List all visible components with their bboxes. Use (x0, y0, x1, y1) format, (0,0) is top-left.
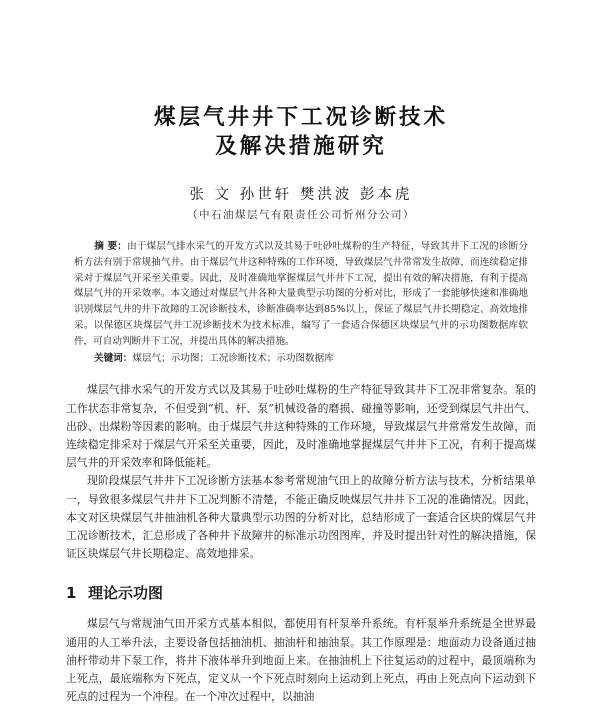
abstract-label: 摘 要： (94, 241, 128, 252)
intro-paragraph: 煤层气排水采气的开发方式以及其易于吐砂吐煤粉的生产特征导致其井下工况非常复杂。泵的工作状态非常复杂，不但受到“机、杆、泵”机械设备的磨损、碰撞等影响，还受到煤层气井出气、出砂、出煤粉等因素的影响。由于煤层气井这种特殊的工作环境，导致煤层气井常常发生故障，而连续稳定排采对于煤层气开采至关重要，因此，及时准确地掌握煤层气井井下工况，有利于提高煤层气井的开采效率和降低能耗。 (66, 383, 536, 470)
author-list: 张 文 孙世轩 樊洪波 彭本虎 (189, 187, 413, 203)
affiliation: （中石油煤层气有限责任公司忻州分公司） (187, 209, 415, 221)
keywords-text: 煤层气；示功图；工况诊断技术；示功图数据库 (132, 352, 334, 364)
paper-title-line-1: 煤层气井井下工况诊断技术 (153, 105, 448, 130)
paper-title-line-2: 及解决措施研究 (215, 134, 387, 159)
section-paragraph: 煤层气与常规油气田开采方式基本相似，都使用有杆泵举升系统。有杆泵举升系统是全世界最通用的人工举升法，主要设备包括抽油机、抽油杆和抽油泵。其工作原理是：地面动力设备通过抽油杆带动井下泵工作，将井下液体举升到地面上来。在抽油机上下往复运动的过程中，最顶端称为上死点，最底端称为下死点，定义从一个下死点时刻向上运动到上死点，再由上死点向下运动到下死点的过程为一个冲程。在一个冲次过程中，以抽油 (66, 617, 536, 704)
keywords (74, 351, 528, 367)
intro-paragraph: 现阶段煤层气井井下工况诊断方法基本参考常规油气田上的故障分析方法与技术，分析结果单一，导致很多煤层气井井下工况判断不清楚，不能正确反映煤层气井井下工况的准确情况。因此，本文对区块煤层气井抽油机各种大量典型示功图的分析对比，总结形成了一套适合区块的煤层气井工况诊断技术，汇总形成了各种井下故障井的标准示功图图库，并及时提出针对性的解决措施，保证区块煤层气井长期稳定、高效地排采。 (66, 474, 536, 561)
section-number: 1 (66, 584, 77, 603)
section-heading (66, 582, 536, 603)
section-title: 理论示功图 (88, 584, 164, 603)
section-1-body (66, 615, 536, 706)
keywords-label: 关键词： (94, 352, 133, 364)
abstract (74, 239, 528, 350)
abstract-text: 由于煤层气排水采气的开发方式以及其易于吐砂吐煤粉的生产特征，导致其井下工况的诊断分析方法有别于常规抽气井。由于煤层气井这种特殊的工作环境，导致煤层气井常常发生故障，而连续稳定排采对于煤层气开采至关重要。因此，及时准确地掌握煤层气井井下工况，提出有效的解决措施，有利于提高煤层气井的开采效率。本文通过对煤层气井各种大量典型示功图的分析对比，形成了一套能够快速和准确地识别煤层气井的井下故障的工况诊断技术，诊断准确率达到85%以上，保证了煤层气井长期稳定、高效地排采。以保德区块煤层气井工况诊断技术为技术标准，编写了一套适合保德区块煤层气井的示功图数据库软件，可自动判断井下工况，并提出具体的解决措施。 (74, 241, 529, 347)
introduction (66, 381, 536, 563)
